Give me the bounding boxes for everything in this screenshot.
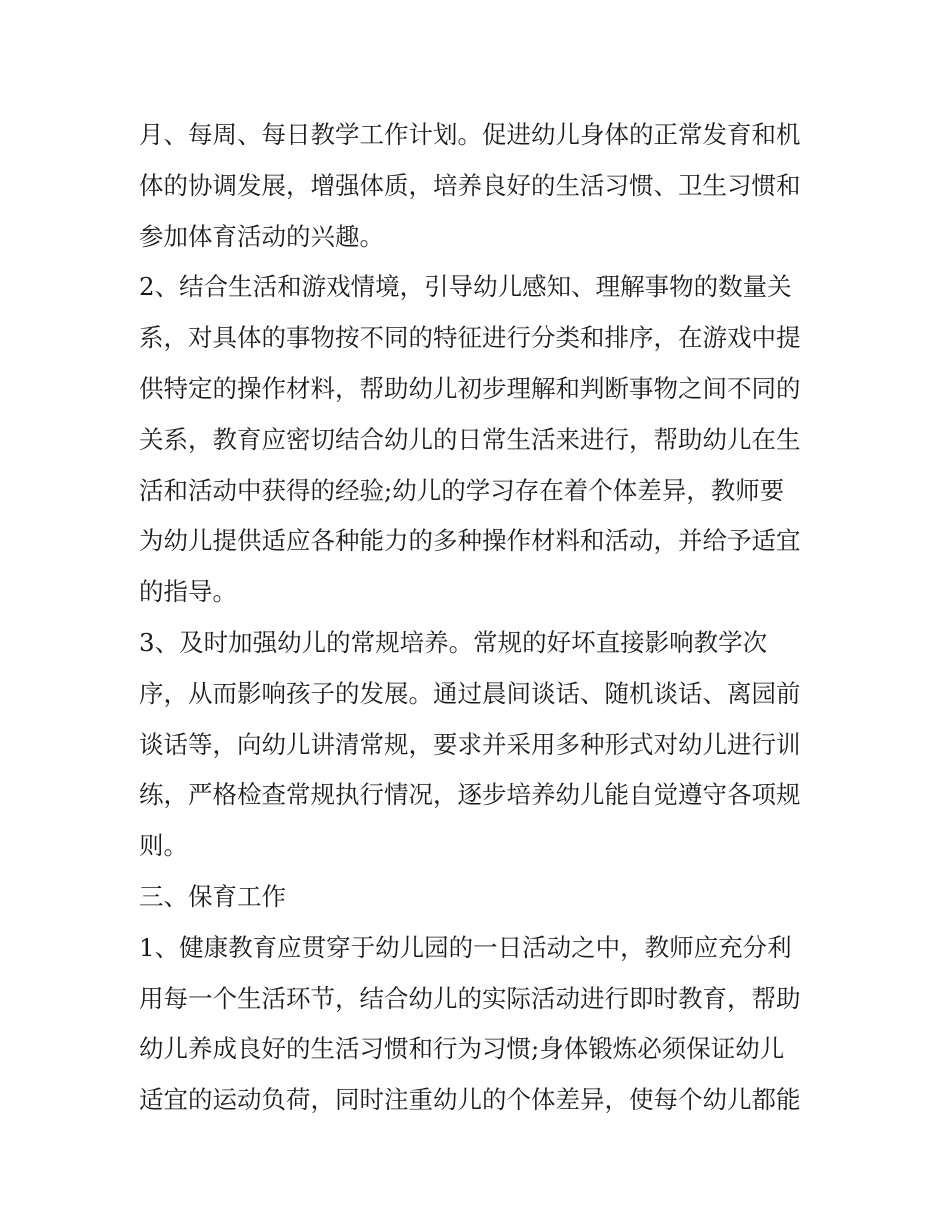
- text-line: 为幼儿提供适应各种能力的多种操作材料和活动，并给予适宜: [139, 526, 801, 556]
- section-heading: 三、保育工作: [139, 881, 286, 911]
- text-line: 参加体育活动的兴趣。: [139, 221, 384, 251]
- document-body: [139, 110, 819, 1126]
- text-line: 活和活动中获得的经验;幼儿的学习存在着个体差异，教师要: [139, 475, 785, 505]
- text-line: 用每一个生活环节，结合幼儿的实际活动进行即时教育，帮助: [139, 983, 801, 1013]
- text-line: 则。: [139, 831, 188, 861]
- text-line: 体的协调发展，增强体质，培养良好的生活习惯、卫生习惯和: [139, 170, 801, 200]
- text-line: 的指导。: [139, 577, 237, 607]
- text-line: 幼儿养成良好的生活习惯和行为习惯;身体锻炼必须保证幼儿: [139, 1034, 785, 1064]
- text-line: 1、健康教育应贯穿于幼儿园的一日活动之中，教师应充分利: [139, 932, 792, 962]
- text-line: 练，严格检查常规执行情况，逐步培养幼儿能自觉遵守各项规: [139, 780, 801, 810]
- text-line: 系，对具体的事物按不同的特征进行分类和排序，在游戏中提: [139, 323, 801, 353]
- text-line: 关系，教育应密切结合幼儿的日常生活来进行，帮助幼儿在生: [139, 424, 801, 454]
- text-line: 2、结合生活和游戏情境，引导幼儿感知、理解事物的数量关: [139, 272, 792, 302]
- text-line: 供特定的操作材料，帮助幼儿初步理解和判断事物之间不同的: [139, 373, 801, 403]
- text-line: 序，从而影响孩子的发展。通过晨间谈话、随机谈话、离园前: [139, 678, 801, 708]
- text-line: 适宜的运动负荷，同时注重幼儿的个体差异，使每个幼儿都能: [139, 1085, 801, 1115]
- text-line: 月、每周、每日教学工作计划。促进幼儿身体的正常发育和机: [139, 120, 801, 149]
- text-line: 谈话等，向幼儿讲清常规，要求并采用多种形式对幼儿进行训: [139, 729, 801, 759]
- text-line: 3、及时加强幼儿的常规培养。常规的好坏直接影响教学次: [139, 627, 768, 657]
